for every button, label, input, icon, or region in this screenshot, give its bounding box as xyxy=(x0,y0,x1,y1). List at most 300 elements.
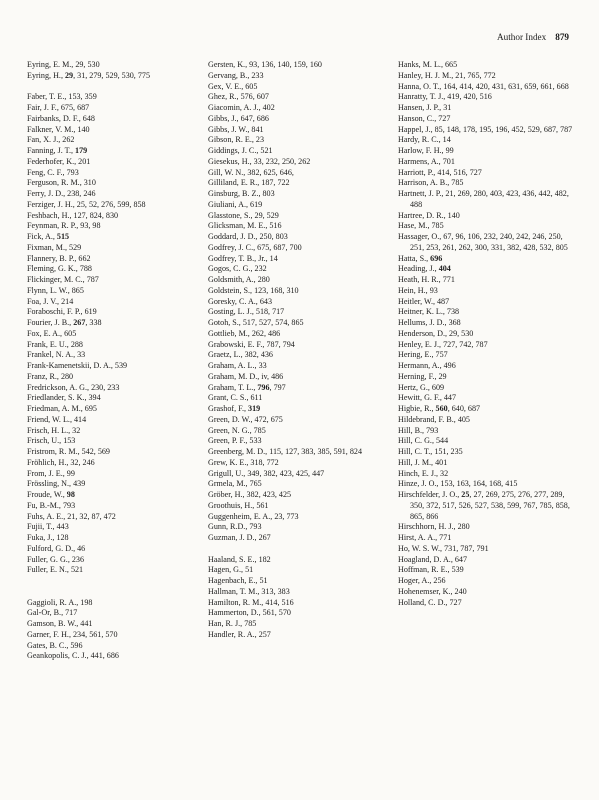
index-entry xyxy=(208,361,386,372)
entry-text: Grmela, M., 765 xyxy=(208,479,262,489)
running-head xyxy=(497,31,569,43)
index-entry xyxy=(208,71,386,82)
entry-text: Fourier, J. B., xyxy=(27,318,74,327)
entry-text: Hellums, J. D., 368 xyxy=(398,318,461,327)
index-entry xyxy=(27,469,205,480)
index-entry xyxy=(27,211,205,222)
index-entry xyxy=(398,415,576,426)
index-entry xyxy=(208,60,386,71)
index-entry xyxy=(27,71,205,82)
entry-text: Hein, H., 93 xyxy=(398,285,438,295)
entry-text: Grigull, U., 349, 382, 423, 425, 447 xyxy=(208,468,325,478)
index-entry xyxy=(398,372,576,383)
entry-text: Froude, W., xyxy=(27,490,67,499)
index-entry xyxy=(398,157,576,168)
entry-text: Hamilton, R. M., 414, 516 xyxy=(208,597,294,607)
index-entry xyxy=(27,146,205,157)
index-entry xyxy=(398,555,576,566)
entry-text: Gunn, R.D., 793 xyxy=(208,522,262,532)
index-entry xyxy=(27,372,205,383)
entry-text: Fleming, G. K., 788 xyxy=(27,264,92,274)
index-entry xyxy=(27,243,205,254)
index-entry xyxy=(208,608,386,619)
index-entry xyxy=(208,501,386,512)
entry-text: Gates, B. C., 596 xyxy=(27,640,83,650)
entry-text: Hagen, G., 51 xyxy=(208,565,254,575)
entry-text: Giuliani, A., 619 xyxy=(208,199,263,209)
entry-text: Graetz, L., 382, 436 xyxy=(208,350,273,360)
entry-text: Gaggioli, R. A., 198 xyxy=(27,597,93,607)
entry-text: Harlow, F. H., 99 xyxy=(398,146,454,155)
index-entry xyxy=(398,458,576,469)
index-entry xyxy=(398,587,576,598)
index-entry xyxy=(208,447,386,458)
index-entry xyxy=(208,82,386,93)
entry-principal-page: 25 xyxy=(461,490,470,499)
entry-text: Happel, J., 85, 148, 178, 195, 196, 452, 529, 687, 787 xyxy=(398,124,573,134)
index-entry xyxy=(398,426,576,437)
entry-text: Flynn, L. W., 865 xyxy=(27,285,84,295)
entry-principal-page: 404 xyxy=(438,264,451,274)
index-entry xyxy=(398,232,576,254)
index-entry xyxy=(27,630,205,641)
index-column-2 xyxy=(208,60,386,641)
entry-text: Glicksman, M. E., 516 xyxy=(208,221,282,231)
index-entry xyxy=(208,275,386,286)
index-entry xyxy=(208,189,386,200)
entry-text: Fick, A., xyxy=(27,232,57,241)
index-column-1 xyxy=(27,60,205,662)
index-entry xyxy=(208,340,386,351)
index-entry xyxy=(27,641,205,652)
index-entry xyxy=(27,383,205,394)
index-entry xyxy=(398,469,576,480)
index-entry xyxy=(208,512,386,523)
entry-text: Holland, C. D., 727 xyxy=(398,597,462,607)
entry-text: Frössling, N., 439 xyxy=(27,479,86,489)
entry-text: Ferry, J. D., 238, 246 xyxy=(27,189,96,198)
entry-text: Harrison, A. B., 785 xyxy=(398,178,464,188)
index-entry xyxy=(398,329,576,340)
entry-text: Goresky, C. A., 643 xyxy=(208,296,272,306)
entry-text: Guzman, J. D., 267 xyxy=(208,533,271,542)
index-entry xyxy=(208,178,386,189)
index-entry xyxy=(208,286,386,297)
entry-text: Hardy, R. C., 14 xyxy=(398,135,451,145)
index-entry xyxy=(27,447,205,458)
entry-text: Glasstone, S., 29, 529 xyxy=(208,210,279,220)
entry-text: Gibbs, J., 647, 686 xyxy=(208,113,269,123)
index-entry xyxy=(398,598,576,609)
entry-text: Heitler, W., 487 xyxy=(398,296,450,306)
index-entry xyxy=(398,361,576,372)
entry-text: Gogos, C. G., 232 xyxy=(208,264,267,274)
index-entry xyxy=(27,189,205,200)
entry-text: Fanning, J. T., xyxy=(27,146,76,155)
index-entry xyxy=(27,275,205,286)
entry-text: Hanks, M. L., 665 xyxy=(398,60,458,69)
entry-text: Gibson, R. E., 23 xyxy=(208,135,264,145)
entry-principal-page: 319 xyxy=(248,404,261,413)
entry-text: Hermann, A., 496 xyxy=(398,361,456,370)
entry-text: Gill, W. N., 382, 625, 646, xyxy=(208,167,294,177)
entry-text: Harmens, A., 701 xyxy=(398,156,455,166)
index-entry xyxy=(208,598,386,609)
entry-text: Heitner, K. L., 738 xyxy=(398,307,460,317)
entry-text: Hanson, C., 727 xyxy=(398,113,451,123)
index-entry xyxy=(27,404,205,415)
entry-text: Fixman, M., 529 xyxy=(27,242,82,252)
entry-text: Fuhs, A. E., 21, 32, 87, 472 xyxy=(27,511,116,521)
index-entry xyxy=(398,297,576,308)
index-entry xyxy=(208,318,386,329)
index-entry xyxy=(398,404,576,415)
entry-text: Fujii, T., 443 xyxy=(27,522,69,532)
index-entry xyxy=(398,168,576,179)
entry-text: Hoger, A., 256 xyxy=(398,576,446,585)
index-entry xyxy=(208,350,386,361)
index-entry xyxy=(398,254,576,265)
entry-text: Fulford, G. D., 46 xyxy=(27,543,86,553)
index-entry xyxy=(27,361,205,372)
entry-text: Foraboschi, F. P., 619 xyxy=(27,307,97,317)
entry-principal-page: 515 xyxy=(56,232,70,241)
entry-text: Gottlieb, M., 262, 486 xyxy=(208,328,281,338)
index-entry xyxy=(398,447,576,458)
index-entry xyxy=(208,555,386,566)
entry-principal-page: 267 xyxy=(73,318,86,327)
index-entry xyxy=(398,114,576,125)
index-entry xyxy=(208,329,386,340)
index-entry xyxy=(27,297,205,308)
index-entry xyxy=(208,469,386,480)
index-entry xyxy=(27,555,205,566)
index-entry xyxy=(27,533,205,544)
entry-text: Foa, J. V., 214 xyxy=(27,296,74,306)
entry-text: Franz, R., 280 xyxy=(27,371,74,381)
entry-text: Friend, W. L., 414 xyxy=(27,414,87,424)
index-entry xyxy=(208,490,386,501)
index-entry xyxy=(27,92,205,103)
entry-text: Fan, X. J., 262 xyxy=(27,135,75,145)
index-entry xyxy=(398,264,576,275)
entry-principal-page: 179 xyxy=(75,146,88,155)
index-entry xyxy=(208,426,386,437)
entry-text: Hering, E., 757 xyxy=(398,350,448,360)
index-entry xyxy=(27,522,205,533)
index-entry xyxy=(208,619,386,630)
entry-principal-page: 560 xyxy=(435,404,448,413)
entry-text: Fredrickson, A. G., 230, 233 xyxy=(27,382,120,392)
entry-text: Heath, H. R., 771 xyxy=(398,275,455,284)
index-entry xyxy=(27,264,205,275)
entry-text: Hanley, H. J. M., 21, 765, 772 xyxy=(398,70,496,80)
index-entry xyxy=(398,60,576,71)
entry-text-rest: , 31, 279, 529, 530, 775 xyxy=(73,70,150,80)
index-entry xyxy=(208,221,386,232)
entry-text: Hinch, E. J., 32 xyxy=(398,468,449,478)
entry-text: Hertz, G., 609 xyxy=(398,382,445,392)
index-entry xyxy=(27,125,205,136)
index-entry xyxy=(27,598,205,609)
entry-text: Flannery, B. P., 662 xyxy=(27,253,91,263)
index-entry xyxy=(27,436,205,447)
entry-text: Gröber, H., 382, 423, 425 xyxy=(208,490,292,499)
index-entry xyxy=(27,60,205,71)
index-entry xyxy=(208,587,386,598)
entry-text: Goddard, J. D., 250, 803 xyxy=(208,232,288,241)
entry-text: Hoffman, R. E., 539 xyxy=(398,565,464,575)
index-entry xyxy=(398,211,576,222)
index-entry xyxy=(398,307,576,318)
index-entry xyxy=(398,189,576,211)
entry-text: Hatta, S., xyxy=(398,253,431,263)
index-entry xyxy=(208,168,386,179)
index-entry xyxy=(27,103,205,114)
entry-text: Ho, W. S. W., 731, 787, 791 xyxy=(398,543,489,553)
page-number: 879 xyxy=(555,32,569,42)
index-entry xyxy=(398,71,576,82)
index-entry xyxy=(27,135,205,146)
index-entry xyxy=(208,533,386,544)
entry-text: Falkner, V. M., 140 xyxy=(27,124,90,134)
running-head-title: Author Index xyxy=(496,32,547,42)
entry-text: Fair, J. F., 675, 687 xyxy=(27,103,90,112)
entry-text: Hartree, D. R., 140 xyxy=(398,210,460,220)
entry-text: Gersten, K., 93, 136, 140, 159, 160 xyxy=(208,60,322,69)
entry-text: Feshbach, H., 127, 824, 830 xyxy=(27,210,119,220)
index-entry xyxy=(27,479,205,490)
index-entry xyxy=(27,329,205,340)
entry-text: Grabowski, E. F., 787, 794 xyxy=(208,339,295,349)
entry-text: Henderson, D., 29, 530 xyxy=(398,328,474,338)
entry-text-rest: , 797 xyxy=(269,382,286,392)
entry-text: Gosting, L. J., 518, 717 xyxy=(208,307,285,317)
index-entry xyxy=(398,286,576,297)
index-entry xyxy=(398,318,576,329)
index-entry xyxy=(398,221,576,232)
index-entry xyxy=(398,533,576,544)
entry-principal-page: 796 xyxy=(257,382,270,392)
entry-text: Gilliland, E. R., 187, 722 xyxy=(208,178,290,188)
entry-text: Ferziger, J. H., 25, 52, 276, 599, 858 xyxy=(27,199,146,209)
entry-text: Geankopolis, C. J., 441, 686 xyxy=(27,651,119,661)
index-entry xyxy=(208,254,386,265)
entry-text: Hassager, O., 67, 96, 106, 232, 240, 242, 246, 250, 251, 253, 261, 262, 300, 331, 382, 428, 532, 805 xyxy=(398,232,568,252)
index-entry xyxy=(208,415,386,426)
entry-text: Feynman, R. P., 93, 98 xyxy=(27,221,101,231)
index-entry xyxy=(208,157,386,168)
entry-text: Frank, E. U., 288 xyxy=(27,339,83,349)
entry-text: Frisch, H. L., 32 xyxy=(27,425,81,435)
index-entry xyxy=(27,393,205,404)
entry-text: Hagenbach, E., 51 xyxy=(208,576,268,585)
index-entry xyxy=(208,372,386,383)
entry-text: Hoagland, D. A., 647 xyxy=(398,554,468,564)
entry-text-rest: , 640, 687 xyxy=(447,404,481,413)
index-entry xyxy=(398,490,576,522)
index-entry xyxy=(398,436,576,447)
index-entry xyxy=(27,307,205,318)
entry-text: Ferguson, R. M., 310 xyxy=(27,178,96,188)
index-entry xyxy=(208,146,386,157)
index-entry xyxy=(27,168,205,179)
index-entry xyxy=(398,383,576,394)
index-column-3 xyxy=(398,60,576,608)
entry-text: Graham, A. L., 33 xyxy=(208,361,267,370)
entry-text: Feng, C. F., 793 xyxy=(27,167,79,177)
index-entry xyxy=(398,103,576,114)
index-entry xyxy=(27,254,205,265)
letter-gap xyxy=(27,587,205,598)
entry-text: Fuka, J., 128 xyxy=(27,533,69,542)
index-entry xyxy=(398,125,576,136)
entry-text: Flickinger, M. C., 787 xyxy=(27,275,99,284)
entry-text: Fu, B.-M., 793 xyxy=(27,500,76,510)
index-entry xyxy=(27,114,205,125)
index-entry xyxy=(208,479,386,490)
entry-text: Hanratty, T. J., 419, 420, 516 xyxy=(398,92,492,102)
index-entry xyxy=(208,243,386,254)
entry-text: Gotoh, S., 517, 527, 574, 865 xyxy=(208,318,304,327)
entry-text: Godfrey, J. C., 675, 687, 700 xyxy=(208,242,302,252)
index-entry xyxy=(208,436,386,447)
entry-text: Gal-Or, B., 717 xyxy=(27,608,78,618)
entry-text: Grew, K. E., 318, 772 xyxy=(208,457,279,467)
entry-text: Frisch, U., 153 xyxy=(27,436,76,446)
index-entry xyxy=(27,544,205,555)
index-entry xyxy=(398,340,576,351)
entry-text: Hill, C. G., 544 xyxy=(398,436,449,446)
index-entry xyxy=(398,565,576,576)
entry-text: Fuller, E. N., 521 xyxy=(27,565,84,575)
entry-text: Han, R. J., 785 xyxy=(208,619,257,628)
index-entry xyxy=(398,576,576,587)
entry-principal-page: 696 xyxy=(430,253,443,263)
index-entry xyxy=(208,297,386,308)
entry-text: Grant, C. S., 611 xyxy=(208,393,263,403)
entry-text: Godfrey, T. B., Jr., 14 xyxy=(208,253,278,263)
index-entry xyxy=(208,522,386,533)
index-entry xyxy=(398,178,576,189)
index-entry xyxy=(27,608,205,619)
entry-text: Giacomin, A. J., 402 xyxy=(208,103,275,112)
entry-text: Goldsmith, A., 280 xyxy=(208,275,270,284)
index-entry xyxy=(27,512,205,523)
index-entry xyxy=(27,178,205,189)
index-entry xyxy=(27,651,205,662)
index-entry xyxy=(398,350,576,361)
letter-gap xyxy=(27,82,205,93)
index-entry xyxy=(208,307,386,318)
index-entry xyxy=(208,264,386,275)
index-entry xyxy=(398,275,576,286)
letter-gap xyxy=(27,576,205,587)
index-entry xyxy=(27,490,205,501)
entry-text: Fox, E. A., 605 xyxy=(27,328,77,338)
entry-text: Hartnett, J. P., 21, 269, 280, 403, 423, 436, 442, 482, 488 xyxy=(398,189,569,209)
entry-text: Green, N. G., 785 xyxy=(208,425,266,435)
entry-text: Federhofer, K., 201 xyxy=(27,156,91,166)
entry-text: Fröhlich, H., 32, 246 xyxy=(27,457,95,467)
index-entry xyxy=(27,415,205,426)
entry-text: Giddings, J. C., 521 xyxy=(208,146,273,155)
entry-text: Gamson, B. W., 441 xyxy=(27,619,93,628)
entry-text: Gervang, B., 233 xyxy=(208,70,264,80)
index-entry xyxy=(208,103,386,114)
index-entry xyxy=(208,393,386,404)
letter-gap xyxy=(208,544,386,555)
entry-text: Giesekus, H., 33, 232, 250, 262 xyxy=(208,156,311,166)
index-entry xyxy=(208,404,386,415)
entry-text: Hill, J. M., 401 xyxy=(398,457,448,467)
entry-text: Hirschhorn, H. J., 280 xyxy=(398,522,470,532)
entry-text: Haaland, S. E., 182 xyxy=(208,554,271,564)
entry-text: Garner, F. H., 234, 561, 570 xyxy=(27,629,118,639)
entry-text: Graham, T. L., xyxy=(208,382,258,392)
entry-text: Fairbanks, D. F., 648 xyxy=(27,113,95,123)
entry-text: Eyring, H., xyxy=(27,70,65,80)
index-entry xyxy=(398,522,576,533)
index-entry xyxy=(27,232,205,243)
entry-text: Hase, M., 785 xyxy=(398,221,444,231)
entry-text: Guggenheim, E. A., 23, 773 xyxy=(208,511,299,521)
entry-text: Frank-Kamenetskii, D. A., 539 xyxy=(27,361,128,370)
entry-text: Groothuis, H., 561 xyxy=(208,500,269,510)
entry-text: Eyring, E. M., 29, 530 xyxy=(27,60,100,69)
index-entry xyxy=(208,135,386,146)
entry-text: Higbie, R., xyxy=(398,404,436,413)
entry-principal-page: 29 xyxy=(65,70,74,80)
index-entry xyxy=(398,92,576,103)
entry-text: Frankel, N. A., 33 xyxy=(27,350,86,360)
index-entry xyxy=(27,286,205,297)
index-entry xyxy=(208,458,386,469)
index-entry xyxy=(27,501,205,512)
entry-text-rest: , 338 xyxy=(85,318,102,327)
entry-text: Gex, V. E., 605 xyxy=(208,81,258,91)
entry-text: Hildebrand, F. B., 405 xyxy=(398,414,470,424)
index-entry xyxy=(208,565,386,576)
index-entry xyxy=(208,383,386,394)
entry-text: Hill, C. T., 151, 235 xyxy=(398,447,463,456)
entry-text: Hewitt, G. F., 447 xyxy=(398,393,457,403)
entry-text: Hirst, A. A., 771 xyxy=(398,533,452,542)
entry-principal-page: 98 xyxy=(66,490,75,499)
index-entry xyxy=(398,146,576,157)
entry-text: Hirschfelder, J. O., xyxy=(398,490,462,499)
index-entry xyxy=(27,200,205,211)
entry-text: From, J. E., 99 xyxy=(27,468,75,478)
entry-text: Fristrom, R. M., 542, 569 xyxy=(27,447,110,456)
entry-text: Hammerton, D., 561, 570 xyxy=(208,608,291,618)
entry-text-rest: , 27, 269, 275, 276, 277, 289, 350, 372, 517, 526, 527, 538, 599, 767, 785, 858, 865, 866 xyxy=(410,490,570,521)
index-entry xyxy=(208,630,386,641)
index-entry xyxy=(208,200,386,211)
index-entry xyxy=(208,576,386,587)
index-entry xyxy=(208,211,386,222)
index-entry xyxy=(27,565,205,576)
index-entry xyxy=(398,82,576,93)
index-entry xyxy=(27,157,205,168)
entry-text: Hill, B., 793 xyxy=(398,425,439,435)
entry-text: Herning, F., 29 xyxy=(398,371,447,381)
entry-text: Goldstein, S., 123, 168, 310 xyxy=(208,285,299,295)
entry-text: Green, P. F., 533 xyxy=(208,436,262,446)
entry-text: Grashof, F., xyxy=(208,404,249,413)
entry-text: Greenberg, M. D., 115, 127, 383, 385, 591, 824 xyxy=(208,447,362,456)
entry-text: Friedman, A. M., 695 xyxy=(27,404,97,413)
